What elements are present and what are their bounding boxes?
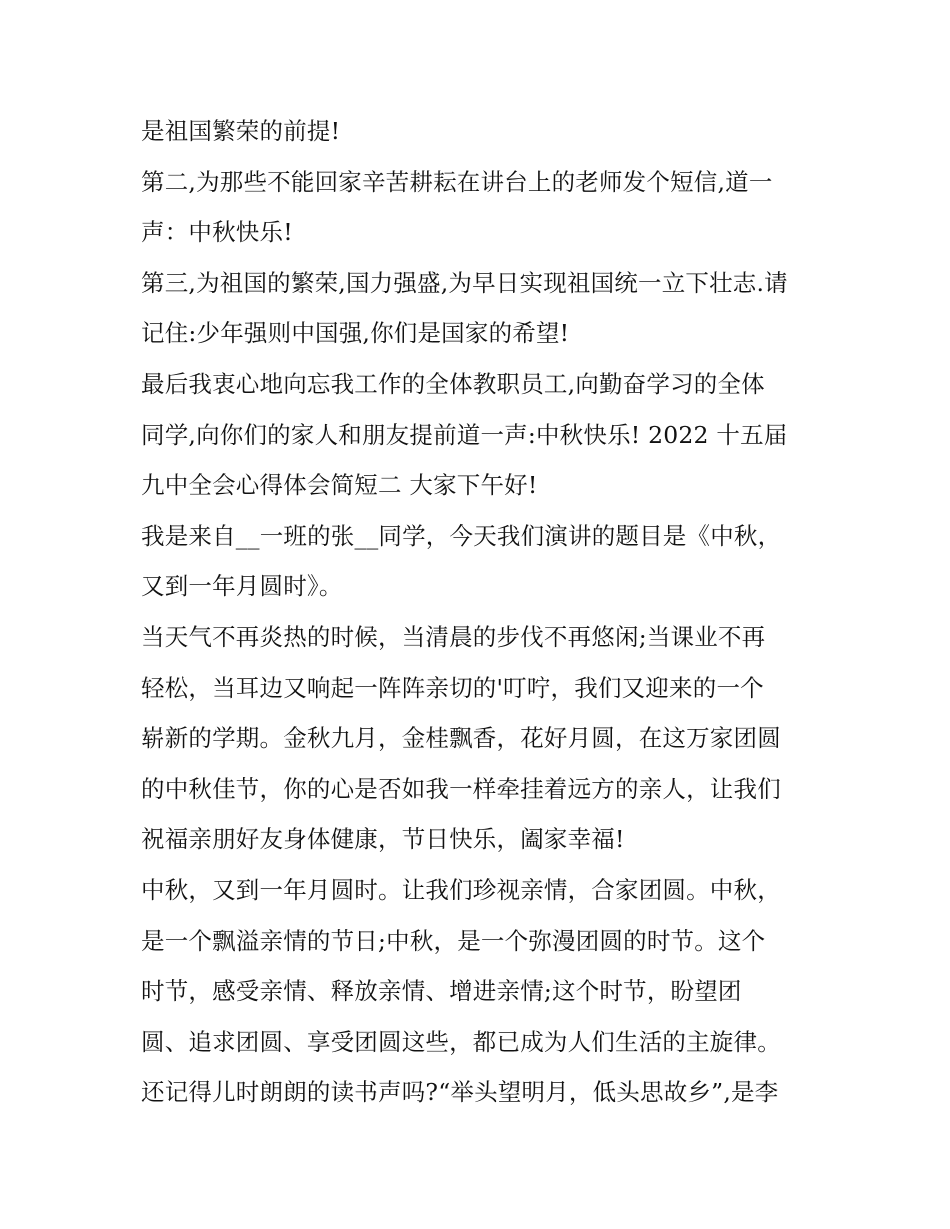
text-line: 崭新的学期。金秋九月，金桂飘香，花好月圆，在这万家团圆 xyxy=(141,724,781,753)
text-line: 当天气不再炎热的时候，当清晨的步伐不再悠闲;当课业不再 xyxy=(141,622,766,651)
text-line: 又到一年月圆时》。 xyxy=(141,572,343,601)
text-line: 最后我衷心地向忘我工作的全体教职员工,向勤奋学习的全体 xyxy=(141,369,765,398)
text-line: 第二,为那些不能回家辛苦耕耘在讲台上的老师发个短信,道一 xyxy=(141,167,773,196)
text-line: 还记得儿时朗朗的读书声吗?“举头望明月，低头思故乡”,是李 xyxy=(141,1078,779,1107)
text-line: 我是来自__一班的张__同学，今天我们演讲的题目是《中秋， xyxy=(141,521,782,550)
text-line: 记住:少年强则中国强,你们是国家的希望! xyxy=(141,319,570,348)
text-line: 同学,向你们的家人和朋友提前道一声:中秋快乐! 2022 十五届 xyxy=(141,420,788,449)
body-text xyxy=(141,106,821,1118)
text-line: 第三,为祖国的繁荣,国力强盛,为早日实现祖国统一立下壮志.请 xyxy=(141,268,788,297)
text-line: 九中全会心得体会简短二 大家下午好! xyxy=(141,471,538,500)
text-line: 是祖国繁荣的前提! xyxy=(141,117,341,145)
text-line: 时节，感受亲情、释放亲情、增进亲情;这个时节，盼望团 xyxy=(141,977,742,1006)
text-line: 中秋，又到一年月圆时。让我们珍视亲情，合家团圆。中秋， xyxy=(141,875,781,904)
text-line: 的中秋佳节，你的心是否如我一样牵挂着远方的亲人，让我们 xyxy=(141,774,781,803)
text-line: 是一个飘溢亲情的节日;中秋，是一个弥漫团圆的时节。这个 xyxy=(141,926,766,955)
text-line: 轻松，当耳边又响起一阵阵亲切的'叮咛，我们又迎来的一个 xyxy=(141,673,764,702)
text-line: 声：中秋快乐! xyxy=(141,218,293,247)
text-line: 圆、追求团圆、享受团圆这些，都已成为人们生活的主旋律。 xyxy=(141,1027,781,1056)
text-line: 祝福亲朋好友身体健康，节日快乐，阖家幸福! xyxy=(141,825,625,854)
